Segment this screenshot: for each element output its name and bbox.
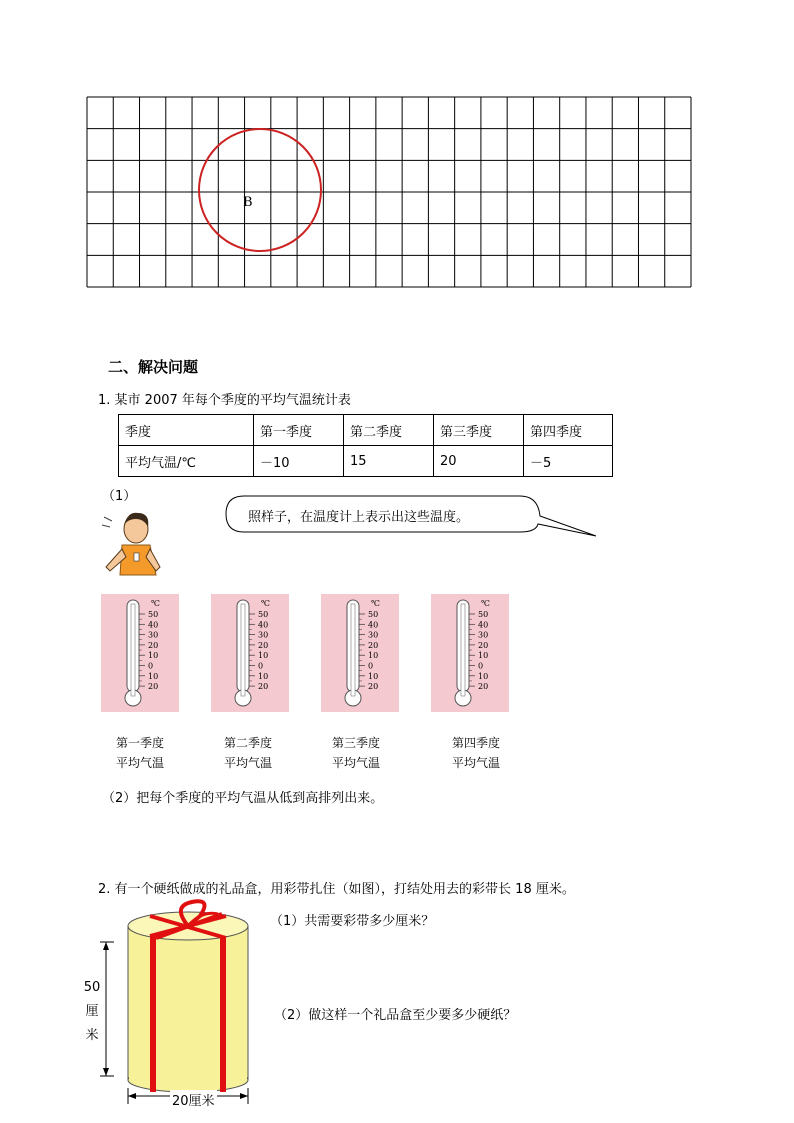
therm-scale-label: 40 <box>478 620 489 630</box>
therm-scale-label: 50 <box>368 610 379 619</box>
table-cell: 平均气温/℃ <box>119 446 254 477</box>
therm-scale-label: 0 <box>258 661 264 671</box>
therm-scale-label: 10 <box>478 671 489 681</box>
therm-scale-label: 10 <box>258 671 269 681</box>
question-2-part-2: （2）做这样一个礼品盒至少要多少硬纸？ <box>274 1008 517 1023</box>
therm-unit: ℃ <box>371 599 380 608</box>
question-2-title: 2. 有一个硬纸做成的礼品盒，用彩带扎住（如图），打结处用去的彩带长 18 厘米。 <box>98 882 575 897</box>
therm-unit: ℃ <box>151 599 160 608</box>
grid-lines <box>87 97 691 287</box>
therm-scale-label: 20 <box>258 682 269 692</box>
therm-scale-label: 0 <box>148 661 154 671</box>
thermometer-label-1: 第一季度 平均气温 <box>115 736 164 770</box>
table-cell: 第二季度 <box>344 415 434 446</box>
table-cell: 季度 <box>119 415 254 446</box>
therm-scale-label: 20 <box>148 682 159 692</box>
thermometer-4[interactable] <box>431 594 509 712</box>
thermometer-3[interactable] <box>321 594 399 712</box>
circle-b <box>199 129 321 251</box>
thermometer-label-3: 第三季度 平均气温 <box>331 736 380 770</box>
point-b-label: B <box>243 195 253 210</box>
table-cell: 20 <box>434 446 524 477</box>
therm-scale-label: 30 <box>148 630 159 640</box>
therm-scale-label: 20 <box>478 640 489 650</box>
thermometer-2[interactable] <box>211 594 289 712</box>
grid-figure <box>86 96 692 288</box>
table-cell: 第一季度 <box>254 415 344 446</box>
therm-scale-label: 50 <box>258 610 269 619</box>
question-2-part-1: （1）共需要彩带多少厘米？ <box>270 914 435 929</box>
question-1-title: 1. 某市 2007 年每个季度的平均气温统计表 <box>98 393 351 408</box>
part-2-text: （2）把每个季度的平均气温从低到高排列出来。 <box>102 791 384 806</box>
therm-scale-label: 50 <box>478 610 489 619</box>
part-1-label: （1） <box>102 489 137 504</box>
therm-scale-label: 0 <box>478 661 484 671</box>
therm-scale-label: 10 <box>148 651 159 661</box>
therm-scale-label: 30 <box>258 630 269 640</box>
therm-scale-label: 10 <box>478 651 489 661</box>
thermometer-label-2: 第二季度 平均气温 <box>223 736 272 770</box>
therm-scale-label: 30 <box>368 630 379 640</box>
therm-unit: ℃ <box>261 599 270 608</box>
table-cell: 第四季度 <box>524 415 613 446</box>
temperature-table <box>118 414 613 477</box>
speech-text: 照样子，在温度计上表示出这些温度。 <box>248 510 470 525</box>
section-title: 二、解决问题 <box>108 358 199 376</box>
therm-scale-label: 50 <box>148 610 159 619</box>
therm-scale-label: 10 <box>258 651 269 661</box>
table-cell: －5 <box>524 446 613 477</box>
thermometer-label-4: 第四季度 平均气温 <box>451 736 500 770</box>
thermometer-1[interactable] <box>101 594 179 712</box>
therm-scale-label: 10 <box>148 671 159 681</box>
boy-illustration <box>98 505 164 585</box>
therm-scale-label: 30 <box>478 630 489 640</box>
therm-unit: ℃ <box>481 599 490 608</box>
table-cell: 15 <box>344 446 434 477</box>
diameter-label: 20厘米 <box>170 1090 217 1109</box>
gift-box-figure <box>92 898 262 1112</box>
table-cell: －10 <box>254 446 344 477</box>
therm-scale-label: 20 <box>478 682 489 692</box>
therm-scale-label: 20 <box>368 640 379 650</box>
therm-scale-label: 20 <box>148 640 159 650</box>
therm-scale-label: 40 <box>258 620 269 630</box>
therm-scale-label: 20 <box>368 682 379 692</box>
therm-scale-label: 20 <box>258 640 269 650</box>
therm-scale-label: 40 <box>148 620 159 630</box>
therm-scale-label: 40 <box>368 620 379 630</box>
height-label: 50 厘 米 <box>82 976 102 1048</box>
therm-scale-label: 10 <box>368 671 379 681</box>
therm-scale-label: 0 <box>368 661 374 671</box>
table-header-row <box>119 415 613 446</box>
table-data-row <box>119 446 613 477</box>
therm-scale-label: 10 <box>368 651 379 661</box>
table-cell: 第三季度 <box>434 415 524 446</box>
